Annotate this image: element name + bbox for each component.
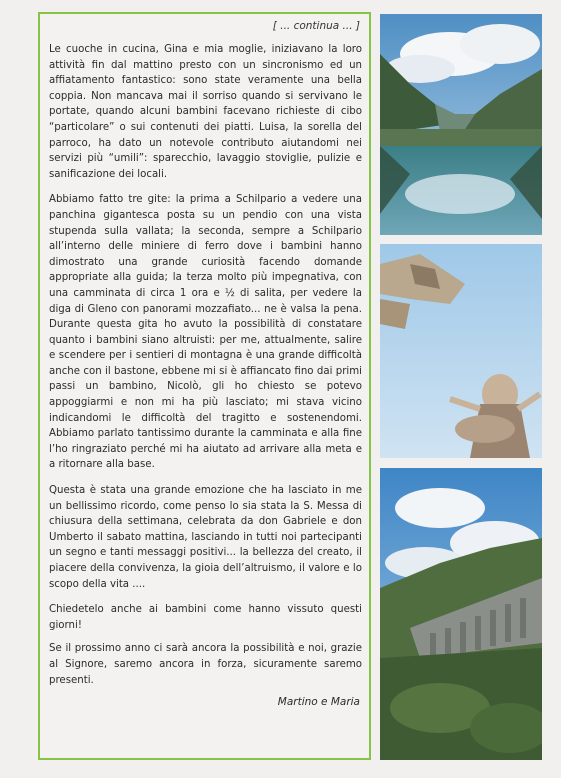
- article-text-box: [38, 12, 371, 760]
- continua-label: [ ... continua ... ]: [272, 20, 360, 32]
- paragraph-emotion: Questa è stata una grande emozione che ha lasciato in me un bellissimo ricordo, come penso lo sia stata la S. Messa di chiusura della settimana, celebrata da don Gabriele e don Umberto il sabato mattina, lasciando in tutti noi partecipanti un segno e tanti messaggi positivi... la bellezza del creato, il piacere della convivenza, la gioia dell’altruismo, il valore e lo scopo della vita ....: [49, 485, 362, 590]
- paragraph-next-year: Se il prossimo anno ci sarà ancora la possibilità e noi, grazie al Signore, saremo ancora in forza, sicuramente saremo presenti.: [49, 643, 362, 686]
- paragraph-ask-children: Chiedetelo anche ai bambini come hanno vissuto questi giorni!: [49, 604, 362, 631]
- photo-statue: [380, 244, 542, 458]
- signature: Martino e Maria: [277, 696, 360, 709]
- paragraph-kitchen: Le cuoche in cucina, Gina e mia moglie, iniziavano la loro attività fin dal mattino presto con un sincronismo ed un affiatamento fantastico: sono state veramente una bella coppia. Non mancava mai il sorriso quando si servivano le portate, quando alcuni bambini facevano richieste di cibo “particolare” o sui contenuti dei piatti. Luisa, la sorella del parroco, ha dato un notevole contributo aiutandomi nei servizi più “umili”: sparecchio, lavaggio stoviglie, pulizie e sanificazione dei locali.: [49, 44, 362, 180]
- photo-mountain-lake: [380, 14, 542, 235]
- photo-dam: [380, 468, 542, 760]
- paragraph-trips: Abbiamo fatto tre gite: la prima a Schilpario a vedere una panchina gigantesca posta su un pendio con una vista stupenda sulla vallata; la seconda, sempre a Schilpario all’interno delle miniere di ferro dove i bambini hanno dimostrato una grande curiosità facendo domande appropriate alla guida; la terza molto più impegnativa, con una camminata di circa 1 ora e ½ di salita, per vedere la diga di Gleno con panorami mozzafiato... ne è valsa la pena. Durante questa gita ho avuto la possibilità di constatare quanto i bambini siano altruisti: per me, attualmente, salire e scendere per i sentieri di montagna è una grande difficoltà anche con il bastone, ebbene mi si è affiancato fino dai primi passi un bambino, Nicolò, gli ho chiesto se potevo appoggiarmi e non mi ha più lasciato; mi stava vicino indicandomi le difficoltà del tragitto e sostenendomi. Abbiamo parlato tantissimo durante la camminata e alla fine l’ho ringraziato perché mi ha aiutato ad arrivare alla meta e a ritornare alla base.: [49, 194, 362, 471]
